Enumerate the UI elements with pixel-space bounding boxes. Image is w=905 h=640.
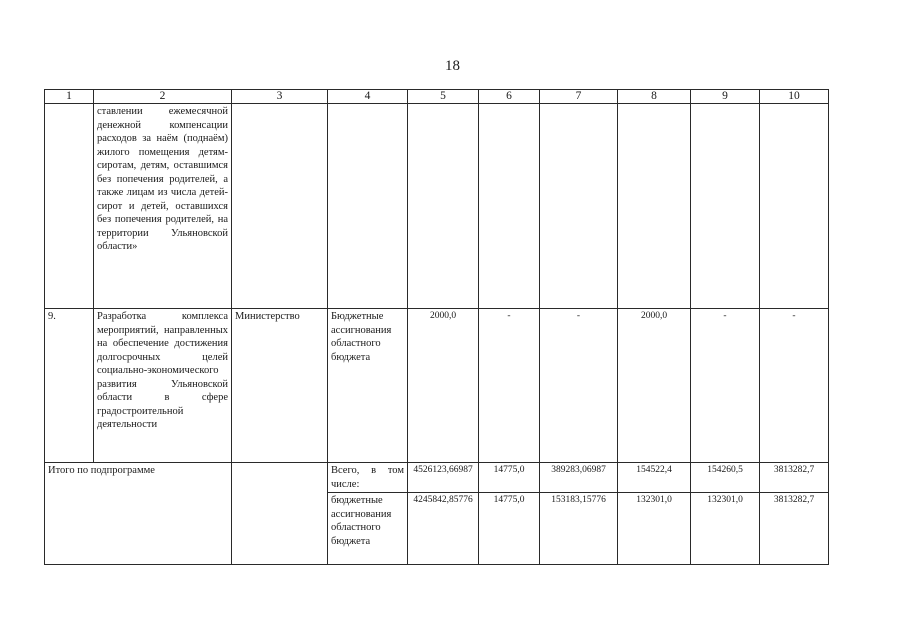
header-cell: 10 xyxy=(760,90,829,104)
total-all-label: Всего, в том числе: xyxy=(328,463,408,493)
header-cell: 3 xyxy=(232,90,328,104)
value-cell: 3813282,7 xyxy=(760,463,829,493)
value-cell: 4245842,85776 xyxy=(408,493,479,565)
table-cell xyxy=(540,104,618,309)
table-row xyxy=(45,309,829,463)
value-cell: 132301,0 xyxy=(618,493,691,565)
value-cell: 132301,0 xyxy=(691,493,760,565)
header-cell: 2 xyxy=(94,90,232,104)
header-cell: 8 xyxy=(618,90,691,104)
measure-name: Разработка комплекса мероприятий, направленных на обеспечение достижения долгосрочных целей социально-экономического развития Ульяновской области в сфере градостроительной деятельности xyxy=(94,309,232,463)
header-cell: 1 xyxy=(45,90,94,104)
header-cell: 9 xyxy=(691,90,760,104)
header-cell: 4 xyxy=(328,90,408,104)
table-cell xyxy=(479,104,540,309)
value-cell: - xyxy=(540,309,618,463)
table-cell xyxy=(45,104,94,309)
executor: Министерство xyxy=(232,309,328,463)
value-cell: 2000,0 xyxy=(618,309,691,463)
measure-continuation-text: ставлении ежемесячной денежной компенсации расходов за наём (поднаём) жилого помещения детям-сиротам, детям, оставшимся без попечения родителей, а также лицам из числа детей-сирот и детей, оставшихся без попечения родителей, на территории Ульяновской области» xyxy=(94,104,232,309)
table-header-row xyxy=(45,90,829,104)
value-cell: 154260,5 xyxy=(691,463,760,493)
total-budget-label: бюджетные ассигнования областного бюджета xyxy=(328,493,408,565)
table-cell xyxy=(232,104,328,309)
table-cell xyxy=(408,104,479,309)
header-cell: 5 xyxy=(408,90,479,104)
total-label: Итого по подпрограмме xyxy=(45,463,232,565)
header-cell: 7 xyxy=(540,90,618,104)
value-cell: 389283,06987 xyxy=(540,463,618,493)
value-cell: 4526123,66987 xyxy=(408,463,479,493)
table-cell xyxy=(232,463,328,565)
value-cell: 14775,0 xyxy=(479,463,540,493)
value-cell: - xyxy=(760,309,829,463)
page-number: 18 xyxy=(445,58,460,74)
program-table xyxy=(44,89,829,565)
value-cell: 153183,15776 xyxy=(540,493,618,565)
value-cell: 2000,0 xyxy=(408,309,479,463)
value-cell: 14775,0 xyxy=(479,493,540,565)
funding-source: Бюджетные ассигнования областного бюджета xyxy=(328,309,408,463)
row-number: 9. xyxy=(45,309,94,463)
value-cell: - xyxy=(691,309,760,463)
table-row xyxy=(45,104,829,309)
table-cell xyxy=(328,104,408,309)
table-cell xyxy=(760,104,829,309)
table-row xyxy=(45,463,829,493)
header-cell: 6 xyxy=(479,90,540,104)
value-cell: 3813282,7 xyxy=(760,493,829,565)
table-cell xyxy=(618,104,691,309)
value-cell: 154522,4 xyxy=(618,463,691,493)
table-cell xyxy=(691,104,760,309)
value-cell: - xyxy=(479,309,540,463)
